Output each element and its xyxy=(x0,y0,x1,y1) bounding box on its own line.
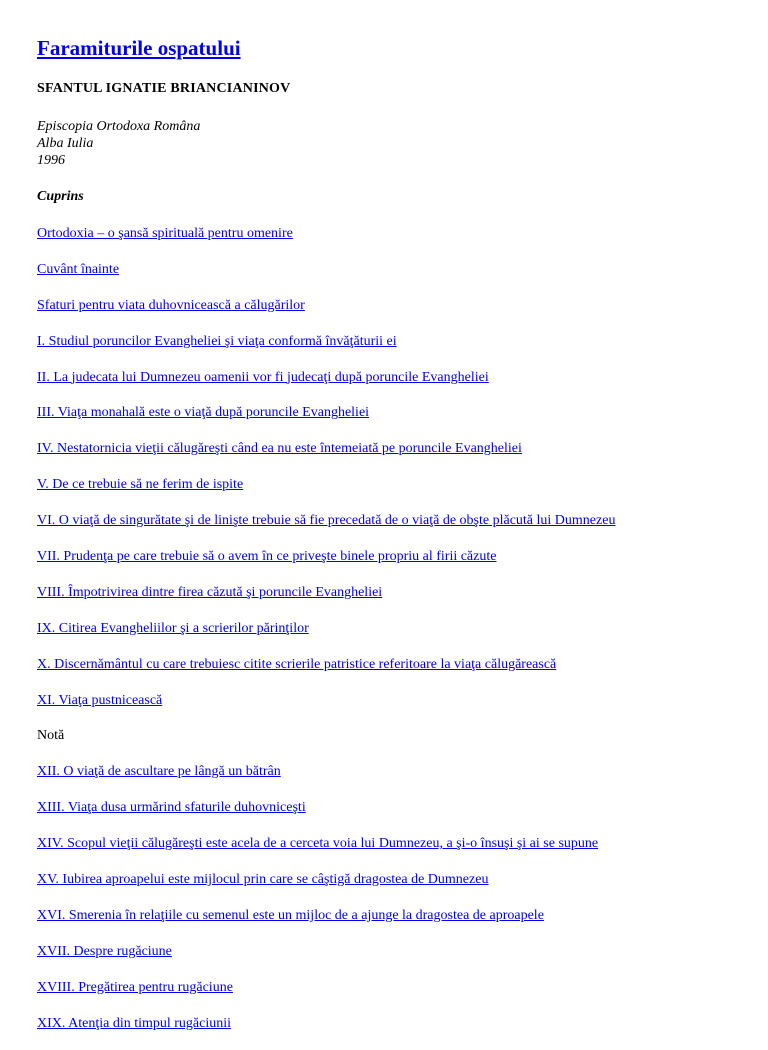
year: 1996 xyxy=(37,153,65,168)
toc-item xyxy=(37,835,615,871)
toc-item xyxy=(37,1015,615,1050)
toc-link[interactable]: IX. Citirea Evangheliilor şi a scrierilor părinţilor xyxy=(37,620,309,636)
toc-link[interactable]: Cuvânt înainte xyxy=(37,261,120,277)
toc-item xyxy=(37,656,615,692)
toc-item xyxy=(37,476,615,512)
toc-item xyxy=(37,440,615,476)
toc-link[interactable]: V. De ce trebuie să ne ferim de ispite xyxy=(37,477,244,493)
toc-item xyxy=(37,620,615,656)
toc-heading: Cuprins xyxy=(37,189,84,204)
toc-item xyxy=(37,799,615,835)
toc-link[interactable]: VII. Prudenţa pe care trebuie să o avem în ce priveşte binele propriu al firii căzute xyxy=(37,549,497,565)
toc-link[interactable]: VI. O viaţă de singurătate şi de linişte trebuie să fie precedată de o viaţă de obşte plăcută lui Dumnezeu xyxy=(37,513,616,529)
document-title-link[interactable]: Faramiturile ospatului xyxy=(37,36,241,60)
toc-item xyxy=(37,225,615,261)
toc-link[interactable]: XIV. Scopul vieţii călugăreşti este acela de a cerceta voia lui Dumnezeu, a şi-o însuşi şi ai se supune xyxy=(37,836,599,852)
toc-item xyxy=(37,979,615,1015)
author-name: SFANTUL IGNATIE BRIANCIANINOV xyxy=(37,81,291,96)
toc-link[interactable]: Sfaturi pentru viata duhovnicească a călugărilor xyxy=(37,297,305,313)
city: Alba Iulia xyxy=(37,136,94,151)
toc-item xyxy=(37,261,615,297)
toc-link[interactable]: XI. Viaţa pustnicească xyxy=(37,692,163,708)
toc-link[interactable]: XIII. Viaţa dusa urmărind sfaturile duhovniceşti xyxy=(37,800,306,816)
toc-link[interactable]: XVII. Despre rugăciune xyxy=(37,943,172,959)
toc-item xyxy=(37,727,615,763)
toc-item xyxy=(37,369,615,405)
toc-link[interactable]: XVIII. Pregătirea pentru rugăciune xyxy=(37,979,233,995)
toc-link[interactable]: II. La judecata lui Dumnezeu oamenii vor fi judecaţi după poruncile Evangheliei xyxy=(37,369,489,385)
toc-item xyxy=(37,943,615,979)
toc-link[interactable]: XIX. Atenţia din timpul rugăciunii xyxy=(37,1015,232,1031)
toc-item xyxy=(37,907,615,943)
toc-item xyxy=(37,584,615,620)
toc-link[interactable]: Ortodoxia – o şansă spirituală pentru omenire xyxy=(37,226,293,241)
toc-link[interactable]: IV. Nestatornicia vieţii călugăreşti când ea nu este întemeiată pe poruncile Evangheliei xyxy=(37,441,522,457)
toc-link[interactable]: XV. Iubirea aproapelui este mijlocul prin care se câştigă dragostea de Dumnezeu xyxy=(37,872,489,888)
toc-link[interactable]: XII. O viaţă de ascultare pe lângă un bătrân xyxy=(37,764,281,780)
publisher: Episcopia Ortodoxa Româna xyxy=(37,119,201,134)
toc-item xyxy=(37,548,615,584)
toc-link[interactable]: X. Discernământul cu care trebuiesc citite scrierile patristice referitoare la viaţa călugărească xyxy=(37,656,557,672)
toc-item xyxy=(37,871,615,907)
table-of-contents xyxy=(37,225,615,1050)
toc-item xyxy=(37,763,615,799)
toc-item xyxy=(37,692,615,728)
toc-item xyxy=(37,404,615,440)
toc-link[interactable]: XVI. Smerenia în relaţiile cu semenul este un mijloc de a ajunge la dragostea de aproapele xyxy=(37,907,544,923)
toc-item xyxy=(37,297,615,333)
toc-link[interactable]: I. Studiul poruncilor Evangheliei şi viaţa conformă învăţăturii ei xyxy=(37,333,397,349)
toc-item xyxy=(37,512,615,548)
toc-link[interactable]: VIII. Împotrivirea dintre firea căzută şi poruncile Evangheliei xyxy=(37,584,383,600)
toc-note: Notă xyxy=(37,728,65,744)
publication-info xyxy=(37,118,200,169)
toc-link[interactable]: III. Viaţa monahală este o viaţă după poruncile Evangheliei xyxy=(37,405,370,421)
toc-item xyxy=(37,333,615,369)
